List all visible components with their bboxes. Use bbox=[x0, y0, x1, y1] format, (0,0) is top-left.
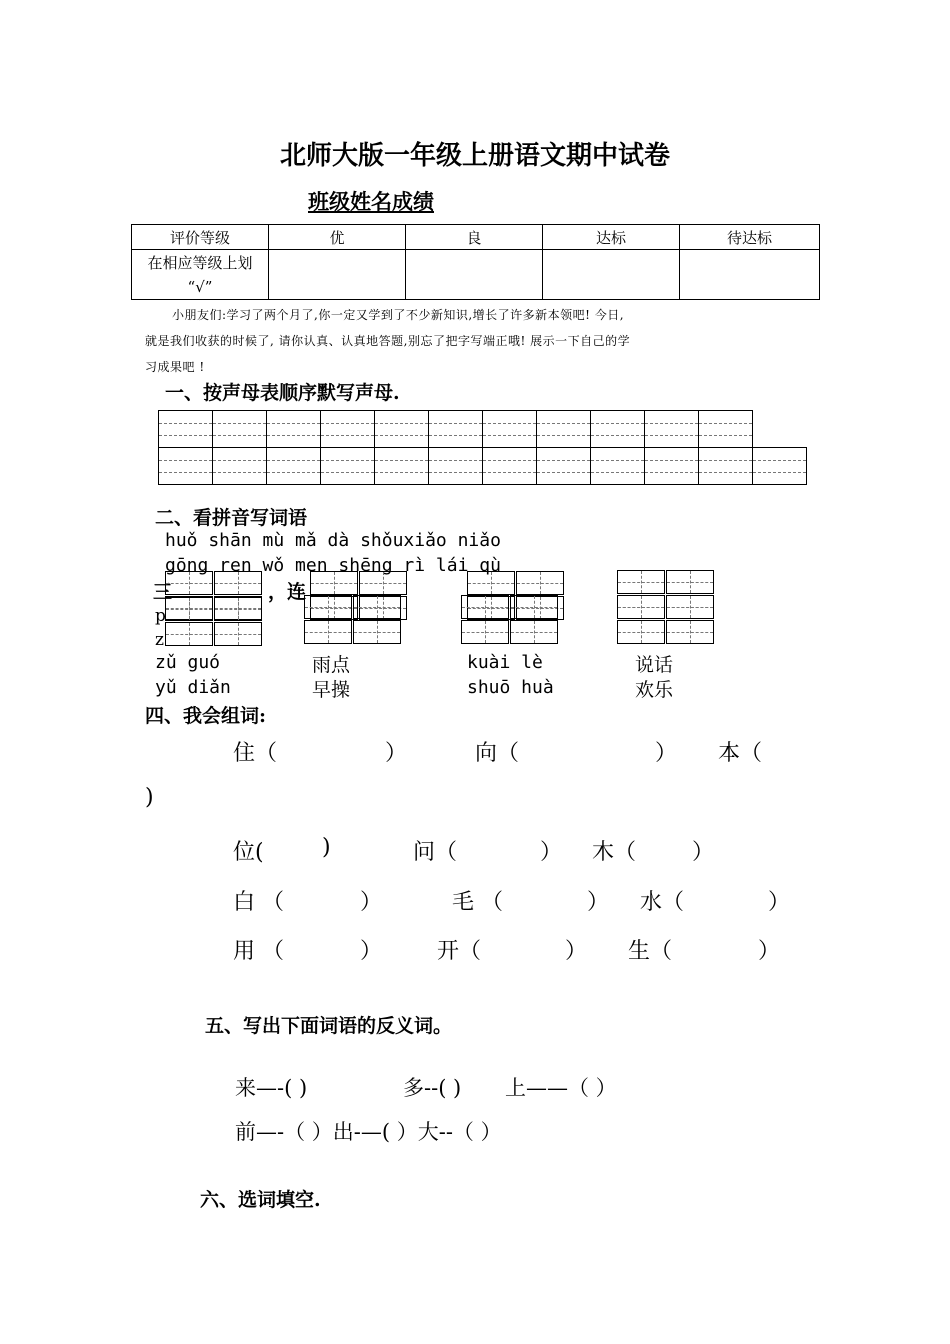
word-prompt-wen: 问（ bbox=[413, 840, 458, 865]
word-prompt-zhu: 住（ bbox=[233, 741, 278, 766]
section1-heading: 一、按声母表顺序默写声母. bbox=[165, 382, 400, 404]
antonym-duo: 多--( ) bbox=[403, 1076, 462, 1100]
match-word-mid-1: 雨点 bbox=[312, 654, 351, 676]
initial-writing-cell[interactable] bbox=[429, 448, 483, 484]
initial-writing-cell[interactable] bbox=[321, 448, 375, 484]
eval-header-pass: 达标 bbox=[543, 225, 680, 250]
grid-laiqu-cell[interactable] bbox=[617, 595, 665, 619]
grid-xiaoniao-cell[interactable] bbox=[666, 570, 714, 594]
eval-cell-pass[interactable] bbox=[543, 250, 680, 300]
initial-writing-cell[interactable] bbox=[591, 448, 645, 484]
word-close-shui: ） bbox=[768, 890, 791, 915]
match-pinyin-left-2: yǔ diǎn bbox=[155, 677, 231, 698]
grid-huoshan-cell[interactable] bbox=[165, 571, 213, 595]
word-prompt-shui: 水（ bbox=[640, 890, 685, 915]
match-pinyin-right-1: kuài lè bbox=[467, 652, 543, 673]
initial-writing-cell[interactable] bbox=[699, 411, 753, 447]
grid-muma-cell[interactable] bbox=[310, 571, 358, 595]
word-close-xiang: ） bbox=[655, 741, 678, 766]
word-prompt-ben: 本（ bbox=[718, 741, 763, 766]
initial-writing-cell[interactable] bbox=[375, 411, 429, 447]
word-prompt-xiang: 向（ bbox=[475, 741, 520, 766]
initials-strip-row-2[interactable] bbox=[158, 447, 807, 485]
word-close-mao: ） bbox=[587, 890, 610, 915]
grid-huoshan-lower-cell[interactable] bbox=[214, 622, 262, 646]
page-title: 北师大版一年级上册语文期中试卷 bbox=[279, 141, 670, 171]
initial-writing-cell[interactable] bbox=[537, 411, 591, 447]
eval-cell-not-yet[interactable] bbox=[680, 250, 820, 300]
section3-heading-fragment: ，连 bbox=[268, 581, 307, 603]
word-close-wen: ） bbox=[540, 840, 563, 865]
section5-heading: 五、写出下面词语的反义词。 bbox=[205, 1015, 453, 1037]
word-prompt-mu: 木（ bbox=[592, 840, 637, 865]
section6-heading: 六、选词填空. bbox=[200, 1189, 321, 1211]
initial-writing-cell[interactable] bbox=[267, 448, 321, 484]
grid-daxiao-cell[interactable] bbox=[467, 571, 515, 595]
grid-laiqu-cell[interactable] bbox=[666, 595, 714, 619]
initial-writing-cell[interactable] bbox=[645, 411, 699, 447]
word-prompt-kai: 开（ bbox=[437, 939, 482, 964]
pinyin-row-1: huǒ shān mù mǎ dà shǒuxiǎo niǎo bbox=[165, 530, 501, 551]
word-close-bai: ） bbox=[360, 890, 383, 915]
grid-laiqu-cell[interactable] bbox=[666, 620, 714, 644]
word-prompt-bai: 白 （ bbox=[233, 890, 284, 915]
initial-writing-cell[interactable] bbox=[321, 411, 375, 447]
initial-writing-cell[interactable] bbox=[213, 448, 267, 484]
eval-cell-excellent[interactable] bbox=[269, 250, 406, 300]
pinyin-row-2: gōng ren wǒ men shēng rì lái qù bbox=[165, 555, 501, 576]
match-word-mid-2: 早操 bbox=[312, 679, 351, 701]
grid-huoshan-cell[interactable] bbox=[214, 571, 262, 595]
initial-writing-cell[interactable] bbox=[159, 411, 213, 447]
antonym-line-2: 前—-（ ）出-—( ）大--（ ） bbox=[235, 1120, 502, 1144]
grid-laiqu-cell[interactable] bbox=[617, 620, 665, 644]
match-word-right-2: 欢乐 bbox=[635, 679, 674, 701]
word-close-mu: ） bbox=[692, 840, 715, 865]
initials-strip-row-1[interactable] bbox=[158, 410, 753, 448]
grid-shengri-cell[interactable] bbox=[510, 620, 558, 644]
initial-writing-cell[interactable] bbox=[159, 448, 213, 484]
match-pinyin-left-1: zǔ guó bbox=[155, 652, 221, 673]
eval-row-label-line1: 在相应等级上划 bbox=[147, 253, 253, 272]
grid-muma-cell[interactable] bbox=[359, 571, 407, 595]
grid-gongren-cell[interactable] bbox=[304, 595, 352, 619]
antonym-lai: 来—-( ) bbox=[235, 1076, 308, 1100]
initial-writing-cell[interactable] bbox=[645, 448, 699, 484]
word-close-wei: ) bbox=[322, 835, 331, 860]
grid-gongren-cell[interactable] bbox=[353, 620, 401, 644]
word-close-sheng: ） bbox=[758, 939, 781, 964]
grid-huoshan-lower-cell[interactable] bbox=[165, 597, 213, 621]
eval-cell-good[interactable] bbox=[406, 250, 543, 300]
eval-row-label bbox=[132, 250, 269, 300]
antonym-shang: 上——（ ） bbox=[505, 1076, 617, 1100]
section3-heading-start: 三 bbox=[153, 581, 173, 603]
grid-gongren-cell[interactable] bbox=[353, 595, 401, 619]
grid-xiaoniao-cell[interactable] bbox=[617, 570, 665, 594]
evaluation-table bbox=[131, 224, 820, 300]
initial-writing-cell[interactable] bbox=[213, 411, 267, 447]
section3-partial-p: p bbox=[155, 606, 166, 626]
eval-header-level: 评价等级 bbox=[132, 225, 269, 250]
word-close-kai: ） bbox=[565, 939, 588, 964]
eval-header-not-yet: 待达标 bbox=[680, 225, 820, 250]
section2-heading: 二、看拼音写词语 bbox=[155, 507, 308, 529]
initial-writing-cell[interactable] bbox=[591, 411, 645, 447]
word-prompt-mao: 毛 （ bbox=[452, 890, 503, 915]
word-prompt-sheng: 生（ bbox=[628, 939, 673, 964]
word-close-ben: ) bbox=[145, 785, 154, 810]
initial-writing-cell[interactable] bbox=[429, 411, 483, 447]
intro-line-2: 就是我们收获的时候了, 请你认真、认真地答题,别忘了把字写端正哦! 展示一下自己的学 bbox=[145, 334, 631, 348]
initial-writing-cell[interactable] bbox=[267, 411, 321, 447]
grid-gongren-cell[interactable] bbox=[304, 620, 352, 644]
grid-huoshan-lower-cell[interactable] bbox=[165, 622, 213, 646]
initial-writing-cell[interactable] bbox=[483, 411, 537, 447]
intro-line-3: 习成果吧 ! bbox=[145, 360, 205, 374]
word-close-yong: ） bbox=[360, 939, 383, 964]
word-close-zhu: ） bbox=[385, 741, 408, 766]
grid-shengri-cell[interactable] bbox=[461, 595, 509, 619]
match-word-right-1: 说话 bbox=[635, 654, 674, 676]
word-prompt-wei: 位( bbox=[233, 840, 264, 865]
intro-line-1: 小朋友们:学习了两个月了,你一定又学到了不少新知识,增长了许多新本领吧! 今日, bbox=[172, 308, 625, 322]
eval-header-good: 良 bbox=[406, 225, 543, 250]
word-prompt-yong: 用 （ bbox=[233, 939, 284, 964]
eval-header-excellent: 优 bbox=[269, 225, 406, 250]
grid-huoshan-lower-cell[interactable] bbox=[214, 597, 262, 621]
grid-daxiao-cell[interactable] bbox=[516, 571, 564, 595]
initial-writing-cell[interactable] bbox=[537, 448, 591, 484]
match-pinyin-right-2: shuō huà bbox=[467, 677, 554, 698]
grid-shengri-cell[interactable] bbox=[461, 620, 509, 644]
section3-partial-z: z bbox=[155, 630, 164, 650]
initial-writing-cell[interactable] bbox=[483, 448, 537, 484]
class-name-score-line: 班级姓名成绩 bbox=[308, 189, 434, 214]
initial-writing-cell[interactable] bbox=[375, 448, 429, 484]
initial-writing-cell[interactable] bbox=[753, 448, 807, 484]
section4-heading: 四、我会组词: bbox=[145, 705, 267, 727]
grid-shengri-cell[interactable] bbox=[510, 595, 558, 619]
initial-writing-cell[interactable] bbox=[699, 448, 753, 484]
eval-row-label-line2: “√” bbox=[187, 277, 213, 296]
